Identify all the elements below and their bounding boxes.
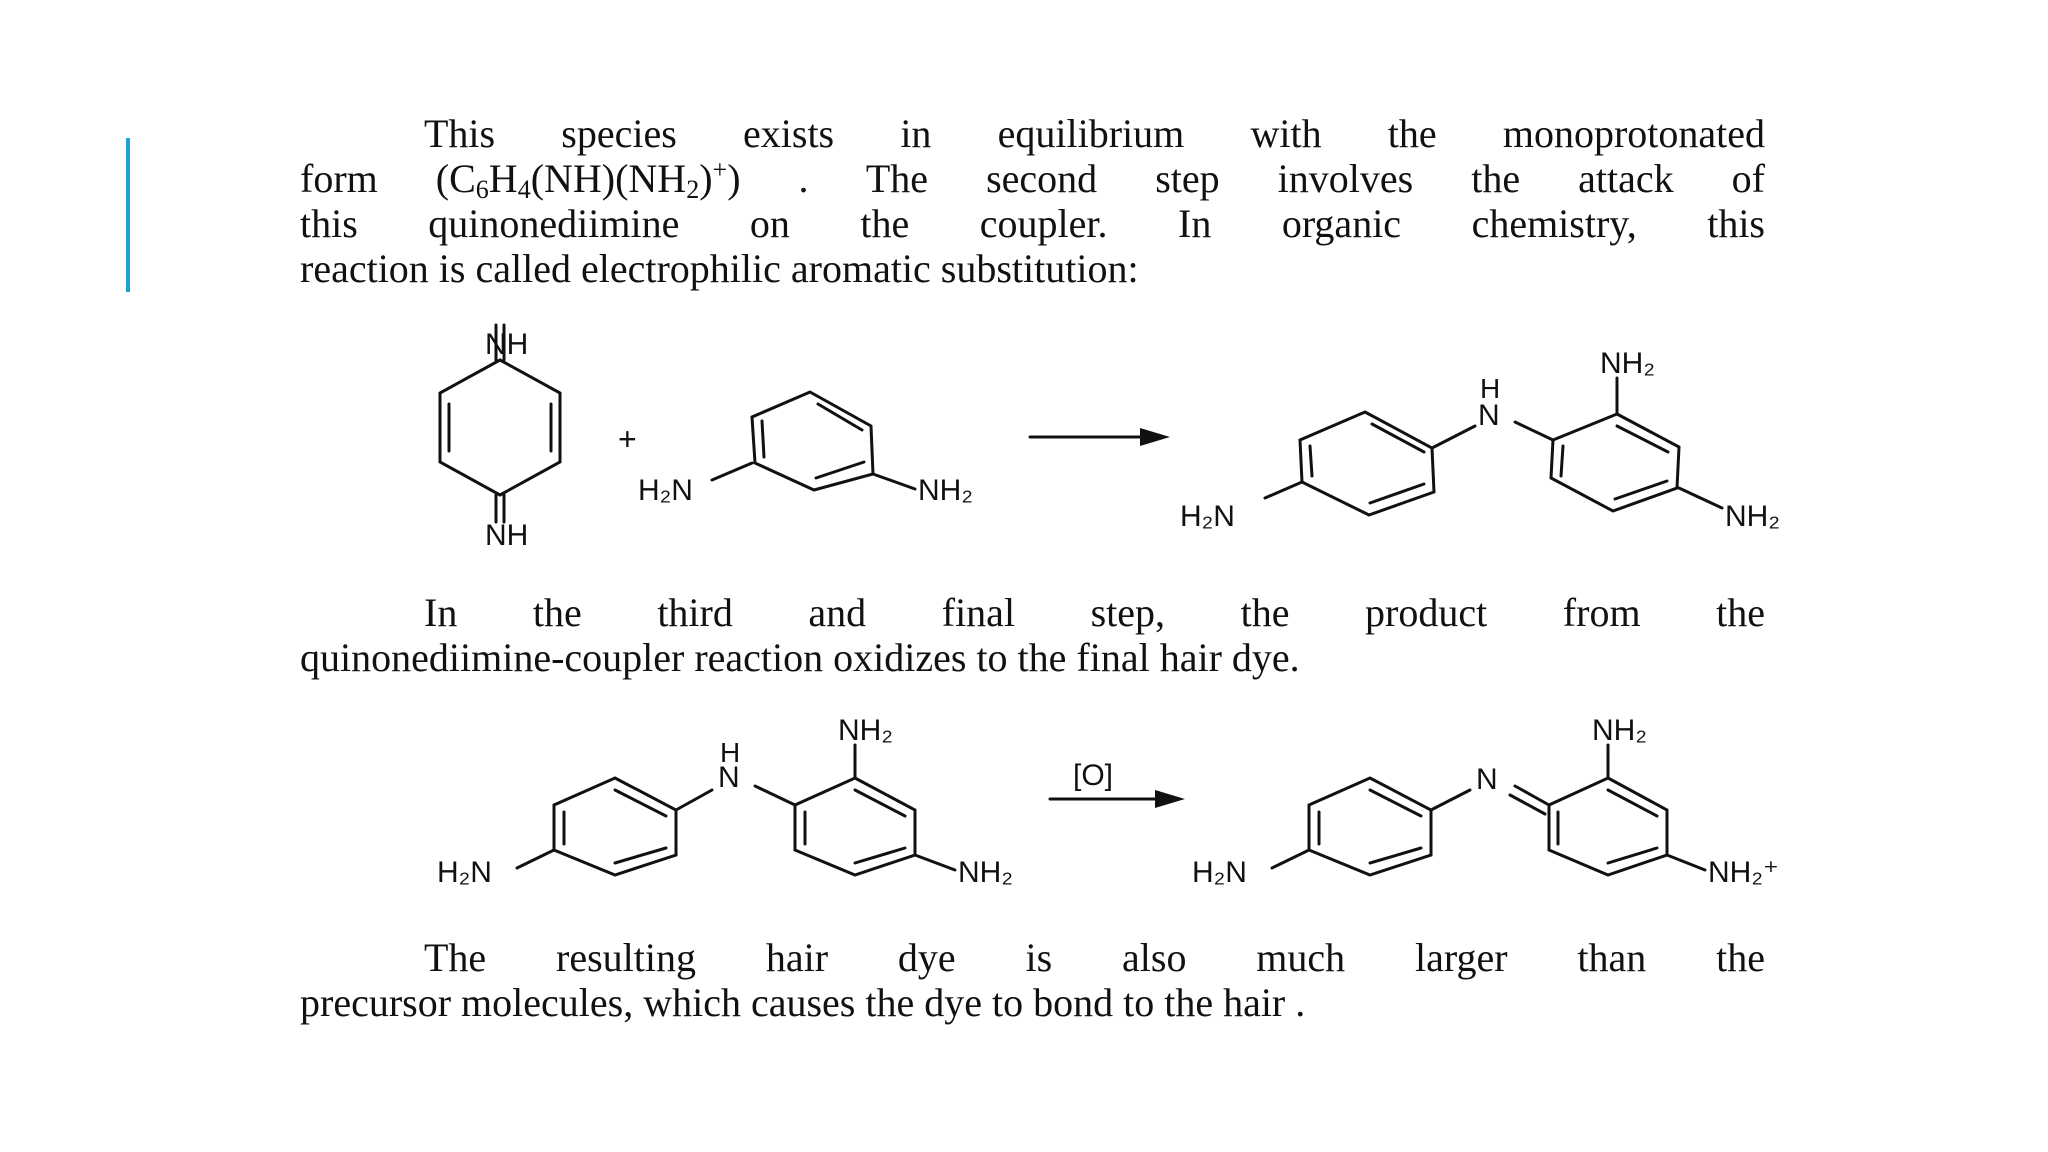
intro-line-1: This species exists in equilibrium with the monoprotonated bbox=[424, 111, 1765, 156]
coupler-structure bbox=[712, 392, 915, 490]
plus-sign: + bbox=[618, 421, 637, 457]
product2-top-label: NH₂ bbox=[1592, 714, 1647, 747]
third-step-line-2: quinonediimine-coupler reaction oxidizes to the final hair dye. bbox=[300, 635, 1300, 680]
intro-line-3: this quinonediimine on the coupler. In organic chemistry, this bbox=[300, 201, 1765, 246]
reactant2-left-label: H₂N bbox=[437, 856, 492, 889]
quinone-bottom-label: NH bbox=[485, 519, 529, 552]
product1-nh-h: H bbox=[1480, 373, 1501, 404]
quinonediimine-structure bbox=[440, 352, 560, 503]
result-line-1: The resulting hair dye is also much larger than the bbox=[424, 935, 1765, 980]
product1-nh-n: N bbox=[1478, 399, 1500, 432]
product1-left-label: H₂N bbox=[1180, 500, 1235, 533]
product2-right-label: NH₂⁺ bbox=[1708, 856, 1779, 889]
quinone-top-label: NH bbox=[485, 328, 529, 361]
intro-line-4: reaction is called electrophilic aromatic substitution: bbox=[300, 246, 1139, 291]
arrow-head-2 bbox=[1155, 790, 1185, 808]
reactant2-nh-n: N bbox=[718, 761, 740, 794]
result-line-2: precursor molecules, which causes the dye to bond to the hair . bbox=[300, 980, 1306, 1025]
intro-line-2: form $(C_6H_4(NH)(NH_2)^+)$ . The second step involves the attack of bbox=[300, 155, 1765, 204]
third-step-line-1: In the third and final step, the product from the bbox=[424, 590, 1765, 635]
coupler-left-label: H₂N bbox=[638, 474, 693, 507]
reactant2-top-label: NH₂ bbox=[838, 714, 893, 747]
reactant2-nh-h: H bbox=[720, 737, 741, 768]
product1-top-label: NH₂ bbox=[1600, 347, 1655, 380]
oxidant-label: [O] bbox=[1073, 759, 1114, 792]
product2-n: N bbox=[1476, 763, 1498, 796]
coupler-right-label: NH₂ bbox=[918, 474, 973, 507]
product2-left-label: H₂N bbox=[1192, 856, 1247, 889]
reactant2-right-label: NH₂ bbox=[958, 856, 1013, 889]
arrow-head-1 bbox=[1140, 428, 1170, 446]
product1-right-label: NH₂ bbox=[1725, 500, 1780, 533]
